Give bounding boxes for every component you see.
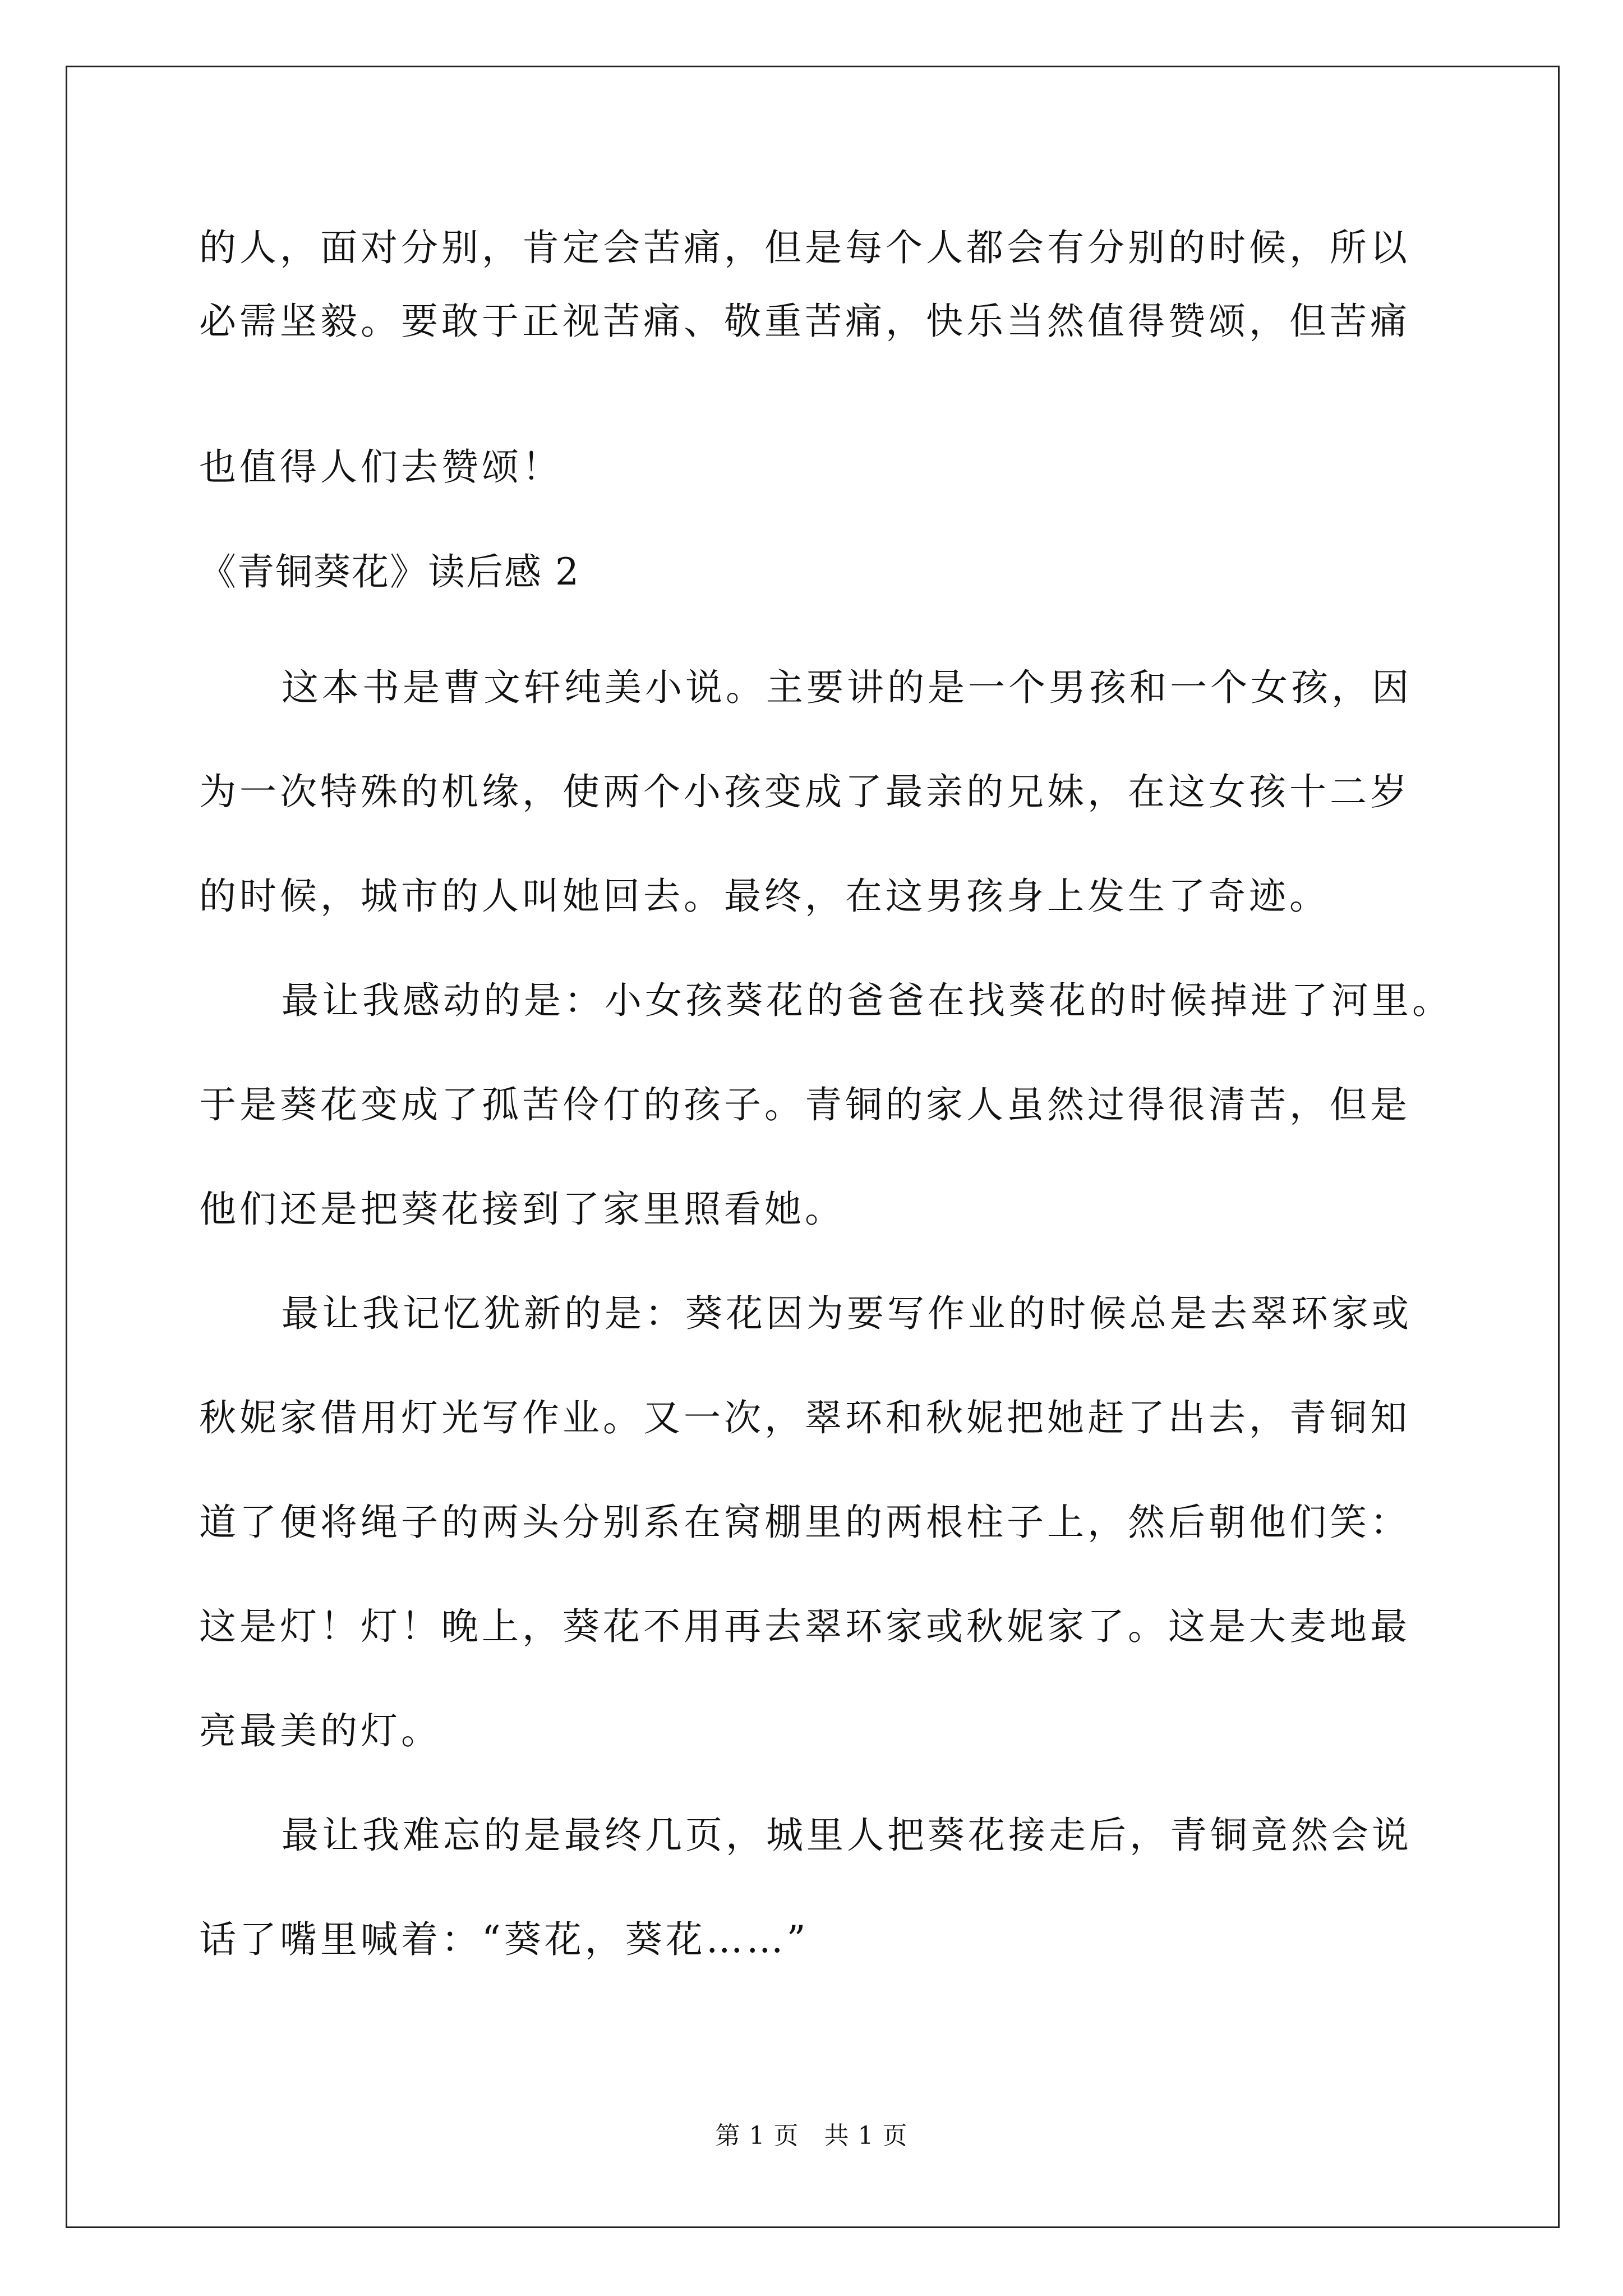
text-line: 最让我难忘的是最终几页，城里人把葵花接走后，青铜竟然会说 [282,1814,1412,1857]
text-line: 这本书是曹文轩纯美小说。主要讲的是一个男孩和一个女孩，因 [282,666,1412,709]
text-line: 道了便将绳子的两头分别系在窝棚里的两根柱子上，然后朝他们笑： [199,1501,1410,1544]
text-line: 为一次特殊的机缘，使两个小孩变成了最亲的兄妹，在这女孩十二岁 [199,770,1410,813]
page-number: 第 1 页 [715,2122,799,2150]
section-heading: 《青铜葵花》读后感 2 [199,550,580,593]
text-line: 这是灯！灯！晚上，葵花不用再去翠环家或秋妮家了。这是大麦地最 [199,1605,1410,1648]
text-line: 的人，面对分别，肯定会苦痛，但是每个人都会有分别的时候，所以 [199,226,1410,269]
text-line: 他们还是把葵花接到了家里照看她。 [199,1188,845,1231]
text-line: 最让我记忆犹新的是：葵花因为要写作业的时候总是去翠环家或 [282,1292,1412,1335]
text-line: 最让我感动的是：小女孩葵花的爸爸在找葵花的时候掉进了河里。 [282,979,1453,1022]
text-line: 秋妮家借用灯光写作业。又一次，翠环和秋妮把她赶了出去，青铜知 [199,1396,1410,1439]
page-total: 共 1 页 [824,2122,908,2150]
text-line: 必需坚毅。要敢于正视苦痛、敬重苦痛，快乐当然值得赞颂，但苦痛 [199,300,1410,343]
text-line: 于是葵花变成了孤苦伶仃的孩子。青铜的家人虽然过得很清苦，但是 [199,1083,1410,1126]
page-border [66,66,1560,2228]
text-line: 亮最美的灯。 [199,1709,441,1752]
page-footer [0,2120,1623,2152]
text-line: 也值得人们去赞颂！ [199,445,562,489]
text-line: 的时候，城市的人叫她回去。最终，在这男孩身上发生了奇迹。 [199,875,1330,918]
text-line: 话了嘴里喊着：“葵花，葵花……” [199,1918,809,1961]
